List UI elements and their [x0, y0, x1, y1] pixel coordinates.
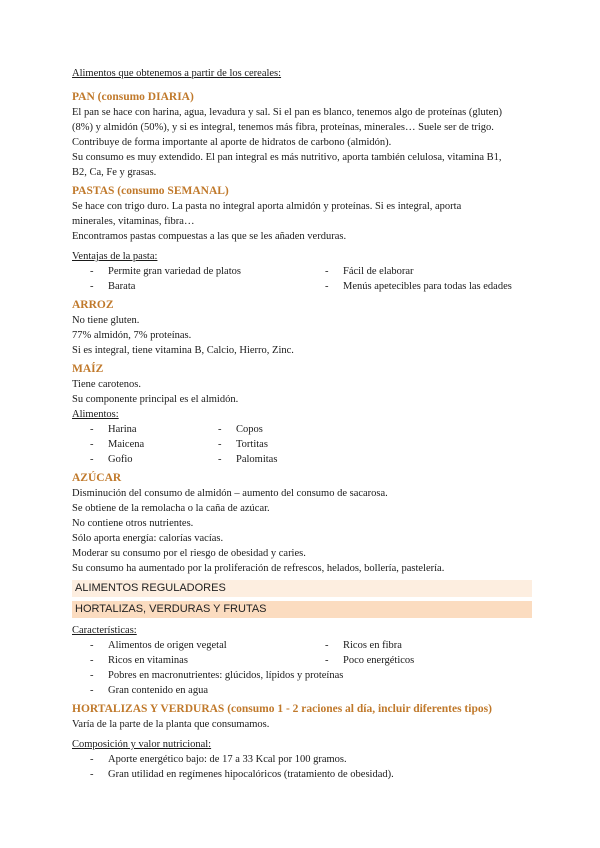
arroz-title: ARROZ [72, 299, 114, 311]
azucar-line: No contiene otros nutrientes. [72, 518, 194, 529]
azucar-line: Disminución del consumo de almidón – aumento del consumo de sacarosa. [72, 488, 388, 499]
azucar-line: Su consumo ha aumentado por la proliferación de refrescos, helados, bollería, pastelería. [72, 563, 445, 574]
list-item: - Barata [72, 279, 307, 294]
list-item: - Harina [72, 422, 200, 437]
ventajas-label: Ventajas de la pasta: [72, 251, 158, 262]
list-item: - Menús apetecibles para todas las edades [307, 279, 532, 294]
list-item: - Gran contenido en agua [72, 683, 532, 698]
pastas-line: Encontramos pastas compuestas a las que se les añaden verduras. [72, 231, 347, 242]
list-item: - Pobres en macronutrientes: glúcidos, lípidos y proteínas [72, 668, 532, 683]
pan-line: El pan se hace con harina, agua, levadura y sal. Si el pan es blanco, tenemos algo de proteínas (gluten) [72, 107, 503, 118]
list-item: - Fácil de elaborar [307, 264, 532, 279]
caracteristicas-label: Características: [72, 625, 137, 636]
list-item: - Aporte energético bajo: de 17 a 33 Kcal por 100 gramos. [72, 752, 532, 767]
hortalizas-title: HORTALIZAS Y VERDURAS (consumo 1 - 2 raciones al día, incluir diferentes tipos) [72, 703, 492, 715]
alimentos-label: Alimentos: [72, 409, 119, 420]
section-band-hortalizas: HORTALIZAS, VERDURAS Y FRUTAS [72, 601, 532, 618]
azucar-line: Sólo aporta energía: calorías vacías. [72, 533, 224, 544]
list-item: - Alimentos de origen vegetal [72, 638, 307, 653]
pan-title: PAN (consumo DIARIA) [72, 91, 194, 103]
list-item: - Gofio [72, 452, 200, 467]
pan-line: B2, Ca, Fe y grasas. [72, 167, 157, 178]
pan-line: Su consumo es muy extendido. El pan integral es más nutritivo, aporta también celulosa, vitamina B1, [72, 152, 502, 163]
pan-line: Contribuye de forma importante al aporte de hidratos de carbono (almidón). [72, 137, 392, 148]
alimentos-list [72, 422, 532, 467]
list-item: - Maicena [72, 437, 200, 452]
pastas-line: Se hace con trigo duro. La pasta no integral aporta almidón y proteínas. Si es integral, aporta [72, 201, 462, 212]
pastas-line: minerales, vitaminas, fibra… [72, 216, 195, 227]
section-band-reguladores: ALIMENTOS REGULADORES [72, 580, 532, 597]
list-item: - Poco energéticos [307, 653, 532, 668]
maiz-title: MAÍZ [72, 363, 104, 375]
list-item: - Palomitas [200, 452, 328, 467]
arroz-line: 77% almidón, 7% proteínas. [72, 330, 192, 341]
list-item: - Copos [200, 422, 328, 437]
list-item: - Permite gran variedad de platos [72, 264, 307, 279]
caracteristicas-list [72, 638, 532, 668]
azucar-title: AZÚCAR [72, 472, 122, 484]
list-item: - Gran utilidad en regímenes hipocalóricos (tratamiento de obesidad). [72, 767, 532, 782]
pastas-title: PASTAS (consumo SEMANAL) [72, 185, 229, 197]
list-item: - Ricos en vitaminas [72, 653, 307, 668]
azucar-line: Se obtiene de la remolacha o la caña de azúcar. [72, 503, 270, 514]
maiz-line: Su componente principal es el almidón. [72, 394, 239, 405]
maiz-line: Tiene carotenos. [72, 379, 142, 390]
pan-line: (8%) y almidón (50%), y si es integral, tenemos más fibra, proteínas, minerales… Suele ser de trigo. [72, 122, 494, 133]
document-page [72, 66, 532, 782]
list-item: - Ricos en fibra [307, 638, 532, 653]
intro-heading: Alimentos que obtenemos a partir de los cereales: [72, 68, 282, 79]
hortalizas-line: Varía de la parte de la planta que consumamos. [72, 719, 270, 730]
composicion-label: Composición y valor nutricional: [72, 739, 212, 750]
arroz-line: Si es integral, tiene vitamina B, Calcio, Hierro, Zinc. [72, 345, 294, 356]
ventajas-list [72, 264, 532, 294]
azucar-line: Moderar su consumo por el riesgo de obesidad y caries. [72, 548, 306, 559]
list-item: - Tortitas [200, 437, 328, 452]
arroz-line: No tiene gluten. [72, 315, 140, 326]
